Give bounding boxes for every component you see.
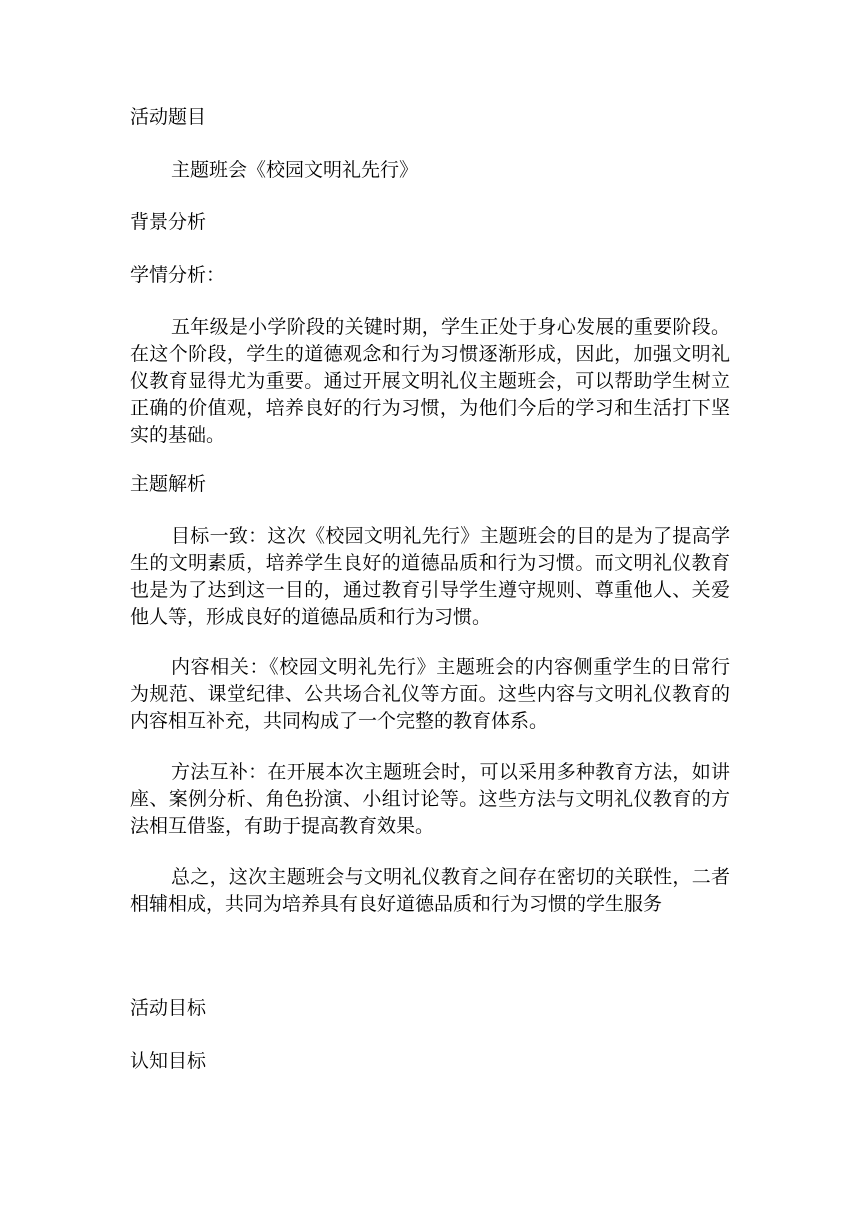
paragraph-method-complement: 方法互补：在开展本次主题班会时，可以采用多种教育方法，如讲座、案例分析、角色扮演、小组讨论等。这些方法与文明礼仪教育的方法相互借鉴，有助于提高教育效果。 <box>130 761 730 837</box>
heading-theme-analysis: 主题解析 <box>130 473 207 495</box>
paragraph-student-analysis: 五年级是小学阶段的关键时期，学生正处于身心发展的重要阶段。在这个阶段，学生的道德观念和行为习惯逐渐形成，因此，加强文明礼仪教育显得尤为重要。通过开展文明礼仪主题班会，可以帮助学生树立正确的价值观，培养良好的行为习惯，为他们今后的学习和生活打下坚实的基础。 <box>130 316 730 446</box>
paragraph-goal-consistency: 目标一致：这次《校园文明礼先行》主题班会的目的是为了提高学生的文明素质，培养学生良好的道德品质和行为习惯。而文明礼仪教育也是为了达到这一目的，通过教育引导学生遵守规则、尊重他人、关爱他人等，形成良好的道德品质和行为习惯。 <box>130 525 730 628</box>
heading-background-analysis: 背景分析 <box>130 211 207 233</box>
heading-cognitive-goals: 认知目标 <box>130 1050 207 1072</box>
paragraph-summary: 总之，这次主题班会与文明礼仪教育之间存在密切的关联性，二者相辅相成，共同为培养具有良好道德品质和行为习惯的学生服务 <box>130 866 730 915</box>
topic-title: 主题班会《校园文明礼先行》 <box>171 159 419 181</box>
heading-activity-topic: 活动题目 <box>130 106 207 128</box>
heading-activity-goals: 活动目标 <box>130 997 207 1019</box>
heading-student-analysis: 学情分析： <box>130 264 226 286</box>
paragraph-content-relevance: 内容相关：《校园文明礼先行》主题班会的内容侧重学生的日常行为规范、课堂纪律、公共场合礼仪等方面。这些内容与文明礼仪教育的内容相互补充，共同构成了一个完整的教育体系。 <box>130 656 730 732</box>
